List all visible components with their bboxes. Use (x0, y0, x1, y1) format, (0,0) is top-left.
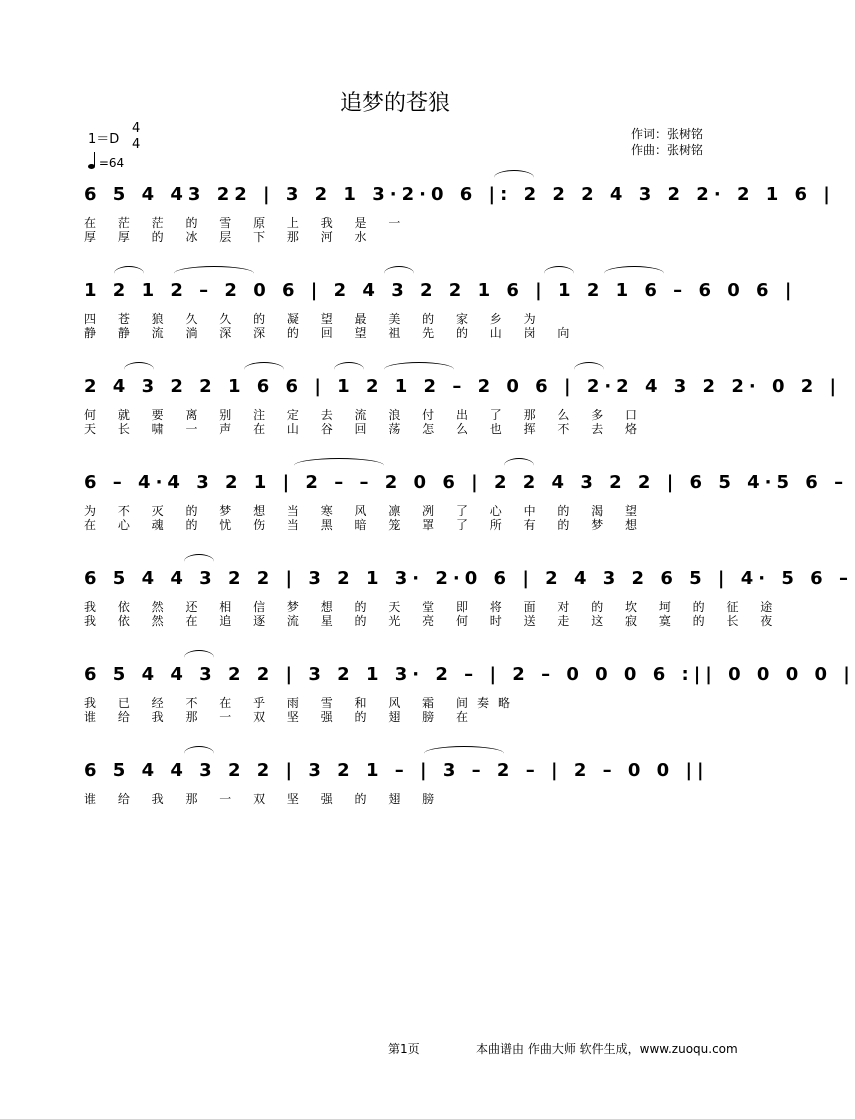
lyrics-verse-2: 我 依 然 在 追 逐 流 星 的 光 亮 何 时 送 走 这 寂 寞 的 长 夜 (84, 614, 782, 628)
key-signature: 1＝D (88, 132, 120, 147)
slur (334, 362, 364, 377)
tempo-mark (88, 156, 124, 170)
slur (544, 266, 574, 281)
slur (184, 554, 214, 569)
notes: 6 – 4·4 3 2 1 | 2 – – 2 0 6 | 2 2 4 3 2 2 | 6 5 4·5 6 – (84, 472, 849, 493)
lyrics-verse-1: 何 就 要 离 别 注 定 去 流 浪 付 出 了 那 么 多 口 (84, 408, 647, 422)
slur (574, 362, 604, 377)
credits (631, 126, 703, 158)
lyrics-verse-1: 在 茫 茫 的 雪 原 上 我 是 一 (84, 216, 410, 230)
time-signature (132, 121, 140, 153)
generator-credit: 本曲谱由 作曲大师 软件生成，www.zuoqu.com (476, 1042, 738, 1056)
lyrics-verse-2: 天 长 啸 一 声 在 山 谷 回 荡 怎 么 也 挥 不 去 烙 (84, 422, 647, 436)
lyrics-verse-2: 在 心 魂 的 忧 伤 当 黑 暗 笼 罩 了 所 有 的 梦 想 (84, 518, 647, 532)
lyricist: 作词：张树铭 (631, 127, 704, 141)
notes: 6 5 4 4 3 2 2 | 3 2 1 3· 2 – | 2 – 0 0 0 6 :|| 0 0 0 0 | (84, 664, 855, 685)
notes: 1 2 1 2 – 2 0 6 | 2 4 3 2 2 1 6 | 1 2 1 6 – 6 0 6 | (84, 280, 797, 301)
slur (384, 266, 414, 281)
lyrics-verse-2: 谁 给 我 那 一 双 坚 强 的 翅 膀 在 (84, 710, 477, 724)
slur (384, 362, 454, 377)
lyrics-verse-1: 为 不 灭 的 梦 想 当 寒 风 凛 冽 了 心 中 的 渴 望 (84, 504, 647, 518)
slur (294, 458, 384, 473)
lyrics-verse-1: 我 依 然 还 相 信 梦 想 的 天 堂 即 将 面 对 的 坎 坷 的 征 途 (84, 600, 782, 614)
quarter-note-icon (88, 164, 95, 169)
lyrics-verse-2: 静 静 流 淌 深 深 的 回 望 祖 先 的 山 岗 向 (84, 326, 579, 340)
lyrics-verse-2: 厚 厚 的 冰 层 下 那 河 水 (84, 230, 376, 244)
lyrics-verse-1: 我 已 经 不 在 乎 雨 雪 和 风 霜 间奏略 (84, 696, 519, 710)
slur (424, 746, 504, 761)
slur (494, 170, 534, 185)
slur (504, 458, 534, 473)
page-number: 第1页 (388, 1042, 420, 1056)
notes: 6 5 4 43 22 | 3 2 1 3·2·0 6 |: 2 2 2 4 3 2 2· 2 1 6 | (84, 184, 835, 205)
slur (114, 266, 144, 281)
slur (604, 266, 664, 281)
meter-bottom: 4 (132, 137, 141, 152)
slur (184, 650, 214, 665)
slur (244, 362, 284, 377)
lyrics-verse-1: 四 苍 狼 久 久 的 凝 望 最 美 的 家 乡 为 (84, 312, 545, 326)
lyrics-verse-1: 谁 给 我 那 一 双 坚 强 的 翅 膀 (84, 792, 444, 806)
notes: 6 5 4 4 3 2 2 | 3 2 1 – | 3 – 2 – | 2 – 0 0 || (84, 760, 709, 781)
slur (184, 746, 214, 761)
slur (174, 266, 254, 281)
notes: 2 4 3 2 2 1 6 6 | 1 2 1 2 – 2 0 6 | 2·2 4 3 2 2· 0 2 | (84, 376, 842, 397)
slur (124, 362, 154, 377)
notes: 6 5 4 4 3 2 2 | 3 2 1 3· 2·0 6 | 2 4 3 2 6 5 | 4· 5 6 – (84, 568, 853, 589)
tempo-value: =64 (98, 156, 125, 170)
meter-top: 4 (132, 121, 141, 136)
composer: 作曲：张树铭 (631, 143, 704, 157)
score-title: 追梦的苍狼 (339, 91, 450, 116)
